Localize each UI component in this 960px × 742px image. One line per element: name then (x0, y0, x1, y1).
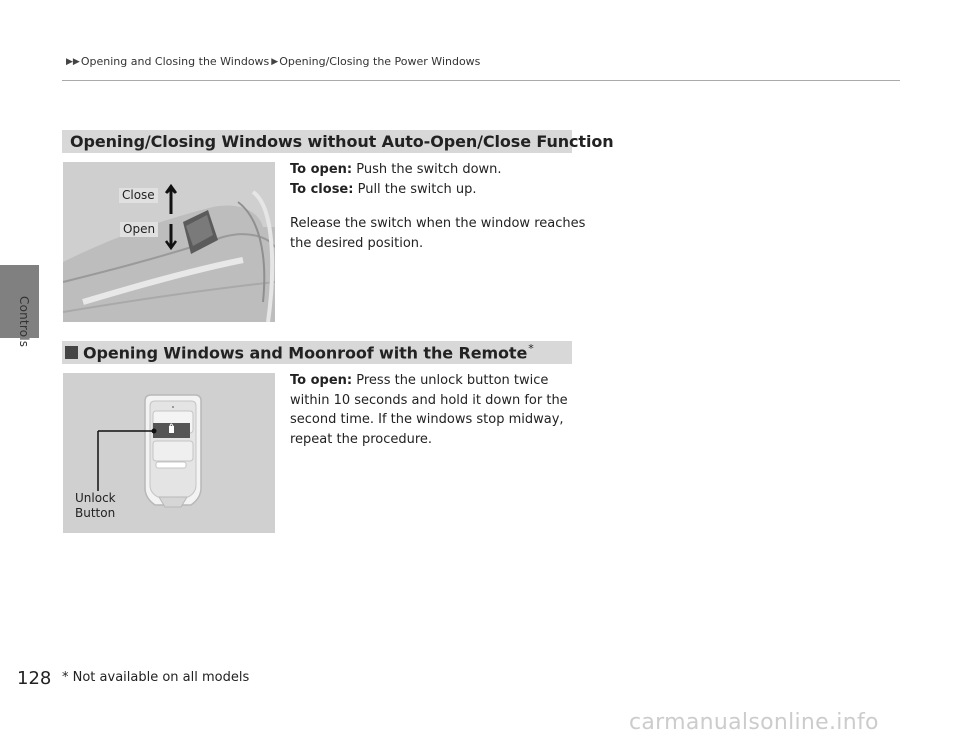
close-instruction: Pull the switch up. (357, 181, 477, 197)
section1-body (290, 160, 590, 253)
breadcrumb-arrow-icon: ▶ (271, 56, 279, 67)
header-divider (62, 80, 900, 81)
breadcrumb (66, 55, 480, 68)
close-callout: Close (119, 188, 158, 203)
open-label: To open: (290, 373, 353, 388)
breadcrumb-item[interactable]: Opening/Closing the Power Windows (279, 55, 481, 68)
unlock-button-callout: Unlock Button (75, 491, 116, 520)
open-callout: Open (120, 222, 158, 237)
section-title: Opening Windows and Moonroof with the Remote* (83, 342, 534, 363)
release-instruction: Release the switch when the window reaches (290, 216, 586, 231)
footnote: * Not available on all models (62, 670, 250, 685)
watermark: carmanualsonline.info (629, 710, 879, 735)
open-instruction: Push the switch down. (356, 162, 502, 177)
release-instruction-cont: the desired position. (290, 235, 424, 251)
section2-body (290, 371, 590, 449)
section-heading (62, 130, 614, 153)
page-number: 128 (17, 668, 52, 689)
breadcrumb-item[interactable]: Opening and Closing the Windows (80, 55, 270, 68)
remote-instruction-cont: repeat the procedure. (290, 431, 433, 447)
square-bullet-icon (65, 346, 78, 359)
remote-instruction-cont: within 10 seconds and hold it down for the (290, 392, 568, 408)
open-label: To open: (290, 162, 353, 177)
chapter-label: Controls (17, 296, 31, 348)
close-label: To close: (290, 181, 354, 197)
remote-instruction: Press the unlock button twice (356, 373, 549, 388)
section-heading (62, 341, 572, 364)
section-title: Opening/Closing Windows without Auto-Open/Close Function (70, 132, 614, 151)
breadcrumb-arrow-icon: ▶▶ (66, 56, 80, 67)
remote-instruction-cont: second time. If the windows stop midway, (290, 412, 564, 427)
door-panel-icon (63, 162, 275, 322)
remote-key-illustration (63, 373, 275, 533)
window-switch-illustration (63, 162, 275, 322)
availability-mark: * (528, 342, 534, 356)
